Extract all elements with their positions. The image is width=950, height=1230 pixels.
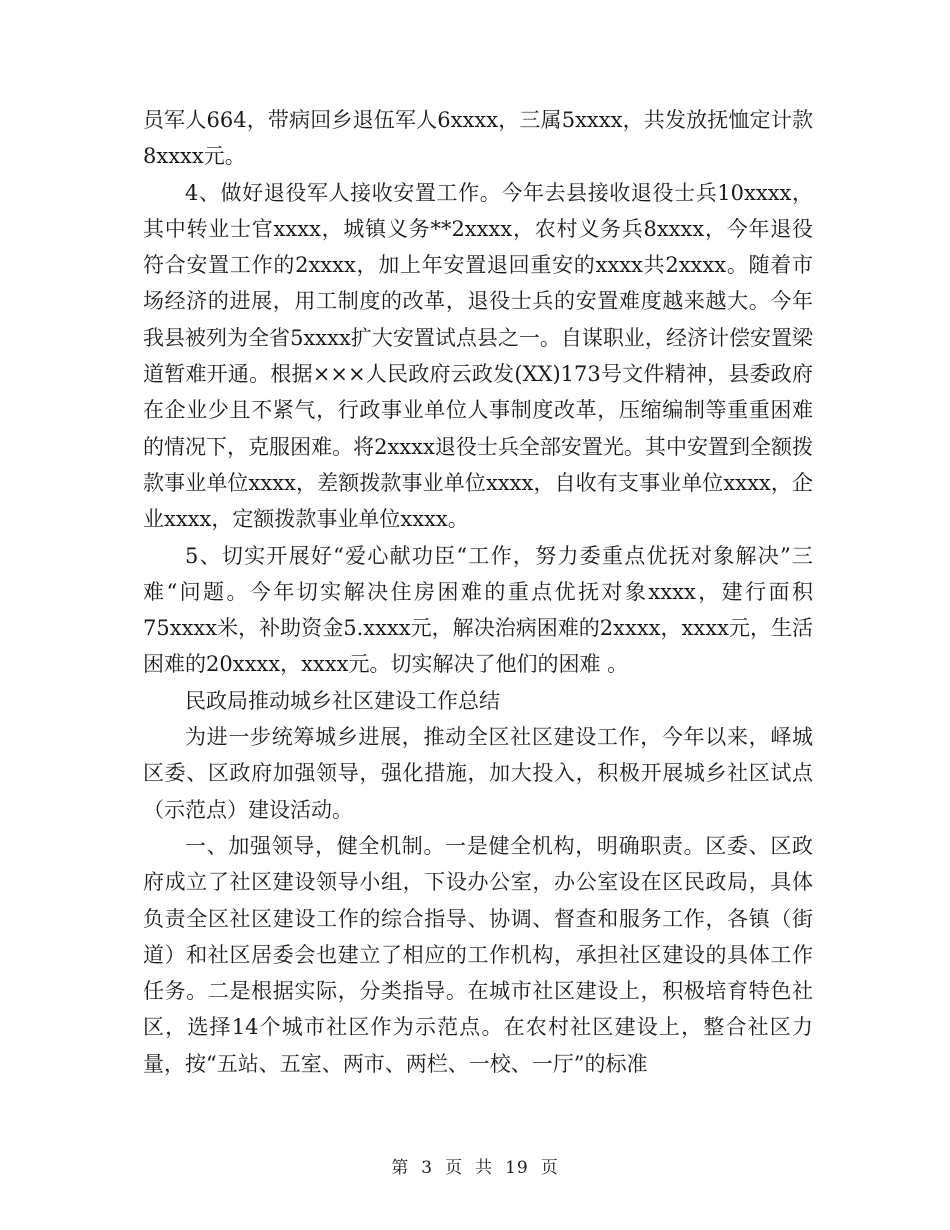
- footer-total-word: 共: [475, 1158, 494, 1178]
- section-title: 民政局推动城乡社区建设工作总结: [185, 688, 500, 713]
- paragraph-1: 员军人664，带病回乡退伍军人6xxxx，三属5xxxx，共发放抚恤定计款8xxxx元。: [143, 108, 813, 169]
- paragraph-5: 一、加强领导，健全机制。一是健全机构，明确职责。区委、区政府成立了社区建设领导小组，下设办公室，办公室设在区民政局，具体负责全区社区建设工作的综合指导、协调、督查和服务工作，各镇（街道）和社区居委会也建立了相应的工作机构，承担社区建设的具体工作任务。二是根据实际，分类指导。在城市社区建设上，积极培育特色社区，选择14个城市社区作为示范点。在农村社区建设上，整合社区力量，按“五站、五室、两市、两栏、一校、一厅”的标准: [143, 833, 813, 1076]
- footer-page-number: 3: [421, 1158, 434, 1178]
- document-body: [143, 102, 813, 1082]
- paragraph-4: 为进一步统筹城乡进展，推动全区社区建设工作，今年以来，峄城区委、区政府加强领导，强化措施，加大投入，积极开展城乡社区试点（示范点）建设活动。: [143, 725, 813, 822]
- paragraph-2: 4、做好退役军人接收安置工作。今年去县接收退役士兵10xxxx，其中转业士官xxxx，城镇义务**2xxxx，农村义务兵8xxxx，今年退役符合安置工作的2xxxx，加上年安置退回重安的xxxx共2xxxx。随着市场经济的进展，用工制度的改革，退役士兵的安置难度越来越大。今年我县被列为全省5xxxx扩大安置试点县之一。自谋职业，经济计偿安置梁道暂难开通。根据×××人民政府云政发(XX)173号文件精神，县委政府在企业少且不紧气，行政事业单位人事制度改革，压缩编制等重重困难的情况下，克服困难。将2xxxx退役士兵全部安置光。其中安置到全额拨款事业单位xxxx，差额拨款事业单位xxxx，自收有支事业单位xxxx，企业xxxx，定额拨款事业单位xxxx。: [143, 180, 813, 532]
- paragraph-3: 5、切实开展好“爱心献功臣“工作，努力委重点优抚对象解决”三难“问题。今年切实解决住房困难的重点优抚对象xxxx，建行面积75xxxx米，补助资金5.xxxx元，解决治病困难的2xxxx，xxxx元，生活困难的20xxxx，xxxx元。切实解决了他们的困难 。: [143, 543, 813, 677]
- footer-suffix: 页: [540, 1158, 559, 1178]
- page-footer: [0, 1153, 950, 1178]
- footer-prefix: 第: [391, 1158, 410, 1178]
- footer-page-word: 页: [445, 1158, 464, 1178]
- footer-total-pages: 19: [505, 1158, 529, 1178]
